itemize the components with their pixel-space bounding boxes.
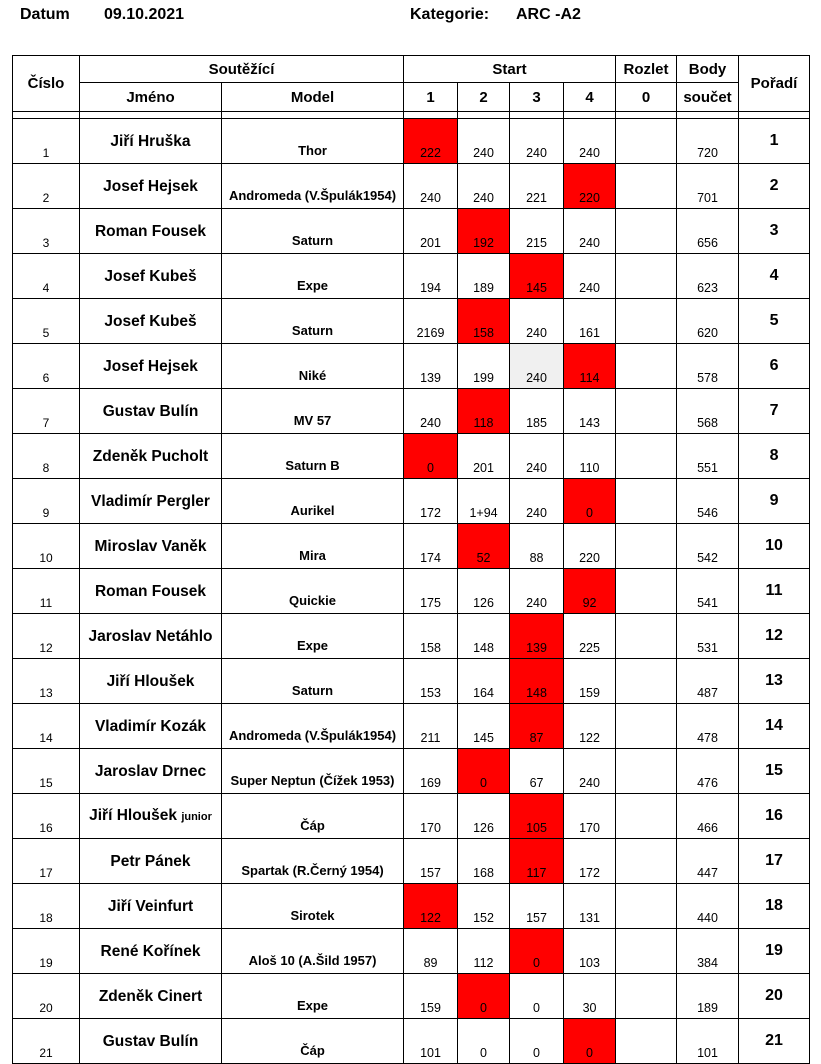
start-2-score: 164 xyxy=(458,659,510,704)
rank: 20 xyxy=(739,974,810,1019)
start-4-score: 114 xyxy=(564,344,616,389)
kategorie-value: ARC -A2 xyxy=(516,6,581,23)
start-3-score: 157 xyxy=(510,884,564,929)
start-4-score: 30 xyxy=(564,974,616,1019)
row-number: 12 xyxy=(13,614,80,659)
row-number: 8 xyxy=(13,434,80,479)
table-row xyxy=(13,119,810,164)
total-points: 384 xyxy=(677,929,739,974)
competitor-name-text: Josef Kubeš xyxy=(104,312,197,330)
col-header-start: Start xyxy=(404,56,616,83)
table-row xyxy=(13,839,810,884)
start-2-score: 126 xyxy=(458,569,510,614)
start-3-score: 139 xyxy=(510,614,564,659)
rank: 9 xyxy=(739,479,810,524)
start-2-score: 201 xyxy=(458,434,510,479)
start-2-score: 112 xyxy=(458,929,510,974)
start-1-score: 101 xyxy=(404,1019,458,1064)
rozlet-score xyxy=(616,434,677,479)
rank: 14 xyxy=(739,704,810,749)
model-name: Aurikel xyxy=(222,479,404,524)
start-1-score: 172 xyxy=(404,479,458,524)
start-2-score: 240 xyxy=(458,119,510,164)
model-name: Expe xyxy=(222,254,404,299)
competitor-name xyxy=(80,929,222,974)
total-points: 487 xyxy=(677,659,739,704)
start-1-score: 194 xyxy=(404,254,458,299)
start-3-score: 67 xyxy=(510,749,564,794)
table-row xyxy=(13,524,810,569)
model-name: Sirotek xyxy=(222,884,404,929)
model-name: Saturn xyxy=(222,659,404,704)
table-row xyxy=(13,389,810,434)
model-name: Saturn B xyxy=(222,434,404,479)
rozlet-score xyxy=(616,974,677,1019)
start-2-score: 240 xyxy=(458,164,510,209)
start-3-score: 145 xyxy=(510,254,564,299)
competitor-name-text: Zdeněk Pucholt xyxy=(92,447,209,465)
table-row xyxy=(13,1019,810,1064)
table-row xyxy=(13,209,810,254)
row-number: 11 xyxy=(13,569,80,614)
model-name: Čáp xyxy=(222,1019,404,1064)
start-3-score: 240 xyxy=(510,569,564,614)
competitor-name xyxy=(80,1019,222,1064)
start-2-score: 52 xyxy=(458,524,510,569)
rozlet-score xyxy=(616,209,677,254)
total-points: 701 xyxy=(677,164,739,209)
total-points: 189 xyxy=(677,974,739,1019)
start-2-score: 158 xyxy=(458,299,510,344)
competitor-name-text: Jiří Hloušek xyxy=(106,672,195,690)
start-3-score: 240 xyxy=(510,299,564,344)
rozlet-score xyxy=(616,929,677,974)
total-points: 620 xyxy=(677,299,739,344)
start-1-score: 158 xyxy=(404,614,458,659)
start-2-score: 1+94 xyxy=(458,479,510,524)
start-1-score: 89 xyxy=(404,929,458,974)
rank: 18 xyxy=(739,884,810,929)
start-3-score: 105 xyxy=(510,794,564,839)
rank: 2 xyxy=(739,164,810,209)
competitor-name-text: Vladimír Kozák xyxy=(94,717,207,735)
total-points: 551 xyxy=(677,434,739,479)
total-points: 656 xyxy=(677,209,739,254)
start-2-score: 0 xyxy=(458,749,510,794)
rank: 5 xyxy=(739,299,810,344)
col-header-start-4: 4 xyxy=(564,83,616,112)
competitor-name-text: René Kořínek xyxy=(100,942,201,960)
total-points: 440 xyxy=(677,884,739,929)
rank: 13 xyxy=(739,659,810,704)
start-3-score: 215 xyxy=(510,209,564,254)
start-3-score: 0 xyxy=(510,1019,564,1064)
model-name: Thor xyxy=(222,119,404,164)
model-name: Expe xyxy=(222,974,404,1019)
model-name: Čáp xyxy=(222,794,404,839)
start-1-score: 2169 xyxy=(404,299,458,344)
model-name: Expe xyxy=(222,614,404,659)
total-points: 568 xyxy=(677,389,739,434)
table-row xyxy=(13,704,810,749)
competitor-name-text: Josef Hejsek xyxy=(103,357,198,375)
table-row xyxy=(13,794,810,839)
start-2-score: 199 xyxy=(458,344,510,389)
rank: 3 xyxy=(739,209,810,254)
competitor-name xyxy=(80,884,222,929)
rozlet-score xyxy=(616,839,677,884)
start-4-score: 240 xyxy=(564,209,616,254)
total-points: 478 xyxy=(677,704,739,749)
row-number: 14 xyxy=(13,704,80,749)
start-3-score: 88 xyxy=(510,524,564,569)
total-points: 447 xyxy=(677,839,739,884)
start-4-score: 161 xyxy=(564,299,616,344)
competitor-name-text: Zdeněk Cinert xyxy=(98,987,203,1005)
col-header-start-2: 2 xyxy=(458,83,510,112)
start-3-score: 148 xyxy=(510,659,564,704)
model-name: Andromeda (V.Špulák1954) xyxy=(222,164,404,209)
start-3-score: 0 xyxy=(510,974,564,1019)
total-points: 542 xyxy=(677,524,739,569)
start-4-score: 0 xyxy=(564,1019,616,1064)
competitor-name xyxy=(80,434,222,479)
start-1-score: 122 xyxy=(404,884,458,929)
start-2-score: 0 xyxy=(458,974,510,1019)
competitor-name-text: Vladimír Pergler xyxy=(91,492,210,510)
competitor-name-text: Roman Fousek xyxy=(94,582,207,600)
row-number: 2 xyxy=(13,164,80,209)
competitor-name-text: Jaroslav Drnec xyxy=(94,762,207,780)
total-points: 623 xyxy=(677,254,739,299)
results-body xyxy=(13,119,810,1064)
start-1-score: 139 xyxy=(404,344,458,389)
start-3-score: 240 xyxy=(510,344,564,389)
row-number: 4 xyxy=(13,254,80,299)
competitor-name xyxy=(80,209,222,254)
start-4-score: 240 xyxy=(564,254,616,299)
start-4-score: 172 xyxy=(564,839,616,884)
results-table xyxy=(12,55,810,1064)
start-4-score: 103 xyxy=(564,929,616,974)
start-1-score: 211 xyxy=(404,704,458,749)
start-2-score: 148 xyxy=(458,614,510,659)
start-4-score: 220 xyxy=(564,164,616,209)
competitor-name-text: Jiří Veinfurt xyxy=(107,897,194,915)
start-3-score: 117 xyxy=(510,839,564,884)
table-row xyxy=(13,344,810,389)
total-points: 466 xyxy=(677,794,739,839)
col-header-soutezici: Soutěžící xyxy=(80,56,404,83)
start-1-score: 222 xyxy=(404,119,458,164)
table-row xyxy=(13,569,810,614)
col-header-body: Body xyxy=(677,56,739,83)
row-number: 13 xyxy=(13,659,80,704)
competitor-name-text: Josef Hejsek xyxy=(103,177,198,195)
start-1-score: 153 xyxy=(404,659,458,704)
model-name: Super Neptun (Čížek 1953) xyxy=(222,749,404,794)
rank: 8 xyxy=(739,434,810,479)
competitor-name-text: Jaroslav Netáhlo xyxy=(88,627,213,645)
row-number: 5 xyxy=(13,299,80,344)
competitor-name xyxy=(80,749,222,794)
competitor-name-text: Josef Kubeš xyxy=(104,267,197,285)
start-1-score: 175 xyxy=(404,569,458,614)
rank: 12 xyxy=(739,614,810,659)
competitor-name xyxy=(80,974,222,1019)
competitor-name xyxy=(80,839,222,884)
rozlet-score xyxy=(616,884,677,929)
competitor-name xyxy=(80,299,222,344)
row-number: 6 xyxy=(13,344,80,389)
start-2-score: 192 xyxy=(458,209,510,254)
total-points: 541 xyxy=(677,569,739,614)
rozlet-score xyxy=(616,569,677,614)
rozlet-score xyxy=(616,389,677,434)
competitor-name xyxy=(80,704,222,749)
table-row xyxy=(13,479,810,524)
rank: 11 xyxy=(739,569,810,614)
start-1-score: 157 xyxy=(404,839,458,884)
rank: 16 xyxy=(739,794,810,839)
start-1-score: 174 xyxy=(404,524,458,569)
datum-label: Datum xyxy=(20,6,70,23)
start-1-score: 240 xyxy=(404,389,458,434)
rank: 17 xyxy=(739,839,810,884)
rozlet-score xyxy=(616,524,677,569)
row-number: 3 xyxy=(13,209,80,254)
rank: 15 xyxy=(739,749,810,794)
rank: 7 xyxy=(739,389,810,434)
table-row xyxy=(13,974,810,1019)
table-row xyxy=(13,299,810,344)
start-2-score: 118 xyxy=(458,389,510,434)
rozlet-score xyxy=(616,704,677,749)
start-2-score: 152 xyxy=(458,884,510,929)
start-4-score: 131 xyxy=(564,884,616,929)
table-row xyxy=(13,434,810,479)
start-3-score: 185 xyxy=(510,389,564,434)
start-4-score: 143 xyxy=(564,389,616,434)
start-4-score: 240 xyxy=(564,749,616,794)
table-row xyxy=(13,254,810,299)
competitor-name xyxy=(80,569,222,614)
competitor-name xyxy=(80,659,222,704)
start-3-score: 240 xyxy=(510,434,564,479)
col-header-model: Model xyxy=(222,83,404,112)
col-header-start-1: 1 xyxy=(404,83,458,112)
start-4-score: 0 xyxy=(564,479,616,524)
competitor-name-text: Miroslav Vaněk xyxy=(94,537,207,555)
rank: 6 xyxy=(739,344,810,389)
col-header-poradi: Pořadí xyxy=(739,56,810,112)
table-row xyxy=(13,749,810,794)
row-number: 15 xyxy=(13,749,80,794)
kategorie-label: Kategorie: xyxy=(410,6,490,23)
rozlet-score xyxy=(616,119,677,164)
table-row xyxy=(13,614,810,659)
col-header-start-3: 3 xyxy=(510,83,564,112)
rank: 19 xyxy=(739,929,810,974)
start-2-score: 168 xyxy=(458,839,510,884)
row-number: 10 xyxy=(13,524,80,569)
total-points: 531 xyxy=(677,614,739,659)
competitor-name xyxy=(80,119,222,164)
rank: 4 xyxy=(739,254,810,299)
col-header-jmeno: Jméno xyxy=(80,83,222,112)
start-1-score: 169 xyxy=(404,749,458,794)
table-row xyxy=(13,659,810,704)
competitor-name xyxy=(80,164,222,209)
model-name: Quickie xyxy=(222,569,404,614)
start-4-score: 220 xyxy=(564,524,616,569)
model-name: MV 57 xyxy=(222,389,404,434)
competitor-name-text: Gustav Bulín xyxy=(102,1032,199,1050)
competitor-name xyxy=(80,389,222,434)
col-header-soucet: součet xyxy=(677,83,739,112)
rank: 10 xyxy=(739,524,810,569)
model-name: Niké xyxy=(222,344,404,389)
start-4-score: 225 xyxy=(564,614,616,659)
competitor-name xyxy=(80,614,222,659)
row-number: 1 xyxy=(13,119,80,164)
start-4-score: 110 xyxy=(564,434,616,479)
competitor-name-text: Jiří Hloušek xyxy=(89,806,177,824)
competitor-name xyxy=(80,794,222,839)
competitor-name-text: Jiří Hruška xyxy=(110,132,191,150)
total-points: 546 xyxy=(677,479,739,524)
start-4-score: 122 xyxy=(564,704,616,749)
rozlet-score xyxy=(616,794,677,839)
rozlet-score xyxy=(616,164,677,209)
start-4-score: 92 xyxy=(564,569,616,614)
table-row xyxy=(13,884,810,929)
start-3-score: 0 xyxy=(510,929,564,974)
datum-value: 09.10.2021 xyxy=(104,6,185,23)
col-header-cislo: Číslo xyxy=(13,56,80,112)
row-number: 19 xyxy=(13,929,80,974)
model-name: Andromeda (V.Špulák1954) xyxy=(222,704,404,749)
start-1-score: 170 xyxy=(404,794,458,839)
competitor-name-text: Gustav Bulín xyxy=(102,402,199,420)
table-row xyxy=(13,929,810,974)
start-4-score: 159 xyxy=(564,659,616,704)
rank: 21 xyxy=(739,1019,810,1064)
start-3-score: 221 xyxy=(510,164,564,209)
row-number: 9 xyxy=(13,479,80,524)
row-number: 21 xyxy=(13,1019,80,1064)
rozlet-score xyxy=(616,344,677,389)
rozlet-score xyxy=(616,749,677,794)
start-3-score: 240 xyxy=(510,479,564,524)
start-1-score: 240 xyxy=(404,164,458,209)
model-name: Saturn xyxy=(222,209,404,254)
start-1-score: 201 xyxy=(404,209,458,254)
total-points: 101 xyxy=(677,1019,739,1064)
rozlet-score xyxy=(616,479,677,524)
start-2-score: 126 xyxy=(458,794,510,839)
rozlet-score xyxy=(616,254,677,299)
col-header-rozlet: Rozlet xyxy=(616,56,677,83)
competitor-name xyxy=(80,254,222,299)
start-4-score: 240 xyxy=(564,119,616,164)
total-points: 578 xyxy=(677,344,739,389)
rozlet-score xyxy=(616,614,677,659)
start-1-score: 159 xyxy=(404,974,458,1019)
start-4-score: 170 xyxy=(564,794,616,839)
start-2-score: 145 xyxy=(458,704,510,749)
rozlet-score xyxy=(616,299,677,344)
total-points: 720 xyxy=(677,119,739,164)
row-number: 18 xyxy=(13,884,80,929)
competitor-name xyxy=(80,479,222,524)
competitor-name-text: Petr Pánek xyxy=(110,852,191,870)
model-name: Aloš 10 (A.Šild 1957) xyxy=(222,929,404,974)
row-number: 16 xyxy=(13,794,80,839)
rank: 1 xyxy=(739,119,810,164)
competitor-name xyxy=(80,524,222,569)
total-points: 476 xyxy=(677,749,739,794)
model-name: Mira xyxy=(222,524,404,569)
start-1-score: 0 xyxy=(404,434,458,479)
row-number: 17 xyxy=(13,839,80,884)
model-name: Spartak (R.Černý 1954) xyxy=(222,839,404,884)
col-header-rozlet-0: 0 xyxy=(616,83,677,112)
row-number: 7 xyxy=(13,389,80,434)
rozlet-score xyxy=(616,1019,677,1064)
row-number: 20 xyxy=(13,974,80,1019)
start-3-score: 240 xyxy=(510,119,564,164)
start-2-score: 0 xyxy=(458,1019,510,1064)
rozlet-score xyxy=(616,659,677,704)
start-3-score: 87 xyxy=(510,704,564,749)
model-name: Saturn xyxy=(222,299,404,344)
competitor-name-text: Roman Fousek xyxy=(94,222,207,240)
start-2-score: 189 xyxy=(458,254,510,299)
competitor-name xyxy=(80,344,222,389)
competitor-suffix: junior xyxy=(181,810,212,823)
table-row xyxy=(13,164,810,209)
